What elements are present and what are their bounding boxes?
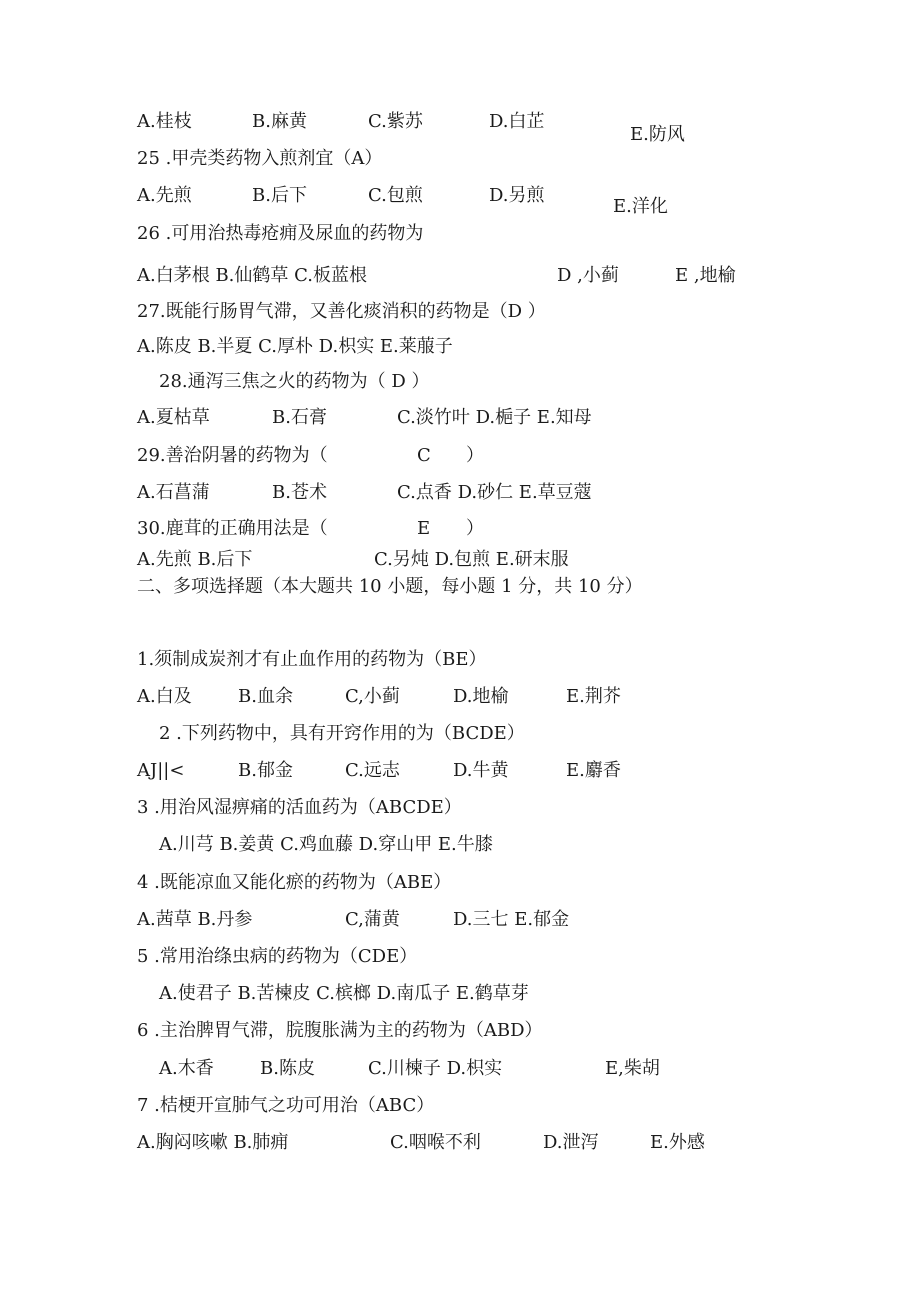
question-m6: 6 .主治脾胃气滞，脘腹胀满为主的药物为（ABD） bbox=[137, 1020, 543, 1041]
option-text: A.使君子 B.苦楝皮 C.槟榔 D.南瓜子 E.鹤草芽 bbox=[159, 983, 529, 1004]
option-text: AJ||< bbox=[137, 760, 185, 781]
question-m7: 7 .桔梗开宣肺气之功可用治（ABC） bbox=[137, 1095, 435, 1116]
option-text: B.郁金 bbox=[238, 760, 293, 781]
option-text: C.咽喉不利 bbox=[390, 1132, 481, 1153]
question-m1: 1.须制成炭剂才有止血作用的药物为（BE） bbox=[137, 649, 487, 670]
option-text: D.白芷 bbox=[489, 111, 545, 132]
option-text: E.防风 bbox=[630, 124, 685, 145]
option-text: B.苍术 bbox=[272, 482, 327, 503]
option-text: C.淡竹叶 D.梔子 E.知母 bbox=[397, 407, 592, 428]
question-30-close: ） bbox=[466, 518, 484, 539]
option-text: B.陈皮 bbox=[260, 1058, 315, 1079]
option-text: A.石菖蒲 bbox=[137, 482, 210, 503]
option-text: C.点香 D.砂仁 E.草豆蔻 bbox=[397, 482, 592, 503]
option-text: A.先煎 bbox=[137, 185, 192, 206]
question-m4: 4 .既能凉血又能化瘀的药物为（ABE） bbox=[137, 872, 452, 893]
option-text: C.远志 bbox=[345, 760, 400, 781]
question-25: 25 .甲壳类药物入煎剂宜（A） bbox=[137, 148, 383, 169]
option-text: E.外感 bbox=[650, 1132, 705, 1153]
option-text: A.先煎 B.后下 bbox=[137, 549, 253, 570]
option-text: D.泄泻 bbox=[543, 1132, 599, 1153]
option-text: C.川楝子 D.枳实 bbox=[368, 1058, 503, 1079]
option-text: C,小蓟 bbox=[345, 686, 400, 707]
option-text: E.麝香 bbox=[566, 760, 621, 781]
option-text: A.白茅根 B.仙鹤草 C.板蓝根 bbox=[137, 265, 367, 286]
option-text: B.石膏 bbox=[272, 407, 327, 428]
option-text: C.包煎 bbox=[368, 185, 423, 206]
question-m5: 5 .常用治绦虫病的药物为（CDE） bbox=[137, 946, 418, 967]
question-26: 26 .可用治热毒疮痈及尿血的药物为 bbox=[137, 223, 424, 244]
question-29: 29.善治阴暑的药物为（ bbox=[137, 445, 328, 466]
option-text: C,蒲黄 bbox=[345, 909, 400, 930]
option-text: B.麻黄 bbox=[252, 111, 307, 132]
option-text: D ,小蓟 bbox=[557, 265, 619, 286]
option-text: C.另炖 D.包煎 E.研末服 bbox=[374, 549, 569, 570]
answer-letter: C bbox=[417, 445, 431, 466]
option-text: E.荆芥 bbox=[566, 686, 621, 707]
option-text: E ,地榆 bbox=[675, 265, 736, 286]
option-text: C.紫苏 bbox=[368, 111, 423, 132]
option-text: A.茜草 B.丹参 bbox=[137, 909, 253, 930]
answer-letter: E bbox=[417, 518, 431, 539]
option-text: A.木香 bbox=[159, 1058, 214, 1079]
section-heading: 二、多项选择题（本大题共 10 小题，每小题 1 分，共 10 分） bbox=[137, 576, 643, 597]
option-text: B.后下 bbox=[252, 185, 307, 206]
option-text: A.桂枝 bbox=[137, 111, 192, 132]
question-28: 28.通泻三焦之火的药物为（ D ） bbox=[159, 371, 430, 392]
option-text: A.白及 bbox=[137, 686, 192, 707]
question-m3: 3 .用治风湿痹痛的活血药为（ABCDE） bbox=[137, 797, 462, 818]
question-27: 27.既能行肠胃气滞，又善化痰消积的药物是（D ） bbox=[137, 301, 546, 322]
option-text: D.牛黄 bbox=[453, 760, 509, 781]
option-text: A.夏枯草 bbox=[137, 407, 210, 428]
question-30: 30.鹿茸的正确用法是（ bbox=[137, 518, 328, 539]
question-m2: 2 .下列药物中，具有开窍作用的为（BCDE） bbox=[159, 723, 525, 744]
question-29-close: ） bbox=[466, 445, 484, 466]
option-text: D.地榆 bbox=[453, 686, 509, 707]
option-text: E,柴胡 bbox=[605, 1058, 660, 1079]
option-text: D.另煎 bbox=[489, 185, 545, 206]
option-text: E.洋化 bbox=[613, 196, 668, 217]
option-text: B.血余 bbox=[238, 686, 293, 707]
option-text: A.陈皮 B.半夏 C.厚朴 D.枳实 E.莱菔子 bbox=[137, 336, 453, 357]
option-text: D.三七 E.郁金 bbox=[453, 909, 570, 930]
option-text: A.川芎 B.姜黄 C.鸡血藤 D.穿山甲 E.牛膝 bbox=[159, 834, 493, 855]
option-text: A.胸闷咳嗽 B.肺痈 bbox=[137, 1132, 289, 1153]
